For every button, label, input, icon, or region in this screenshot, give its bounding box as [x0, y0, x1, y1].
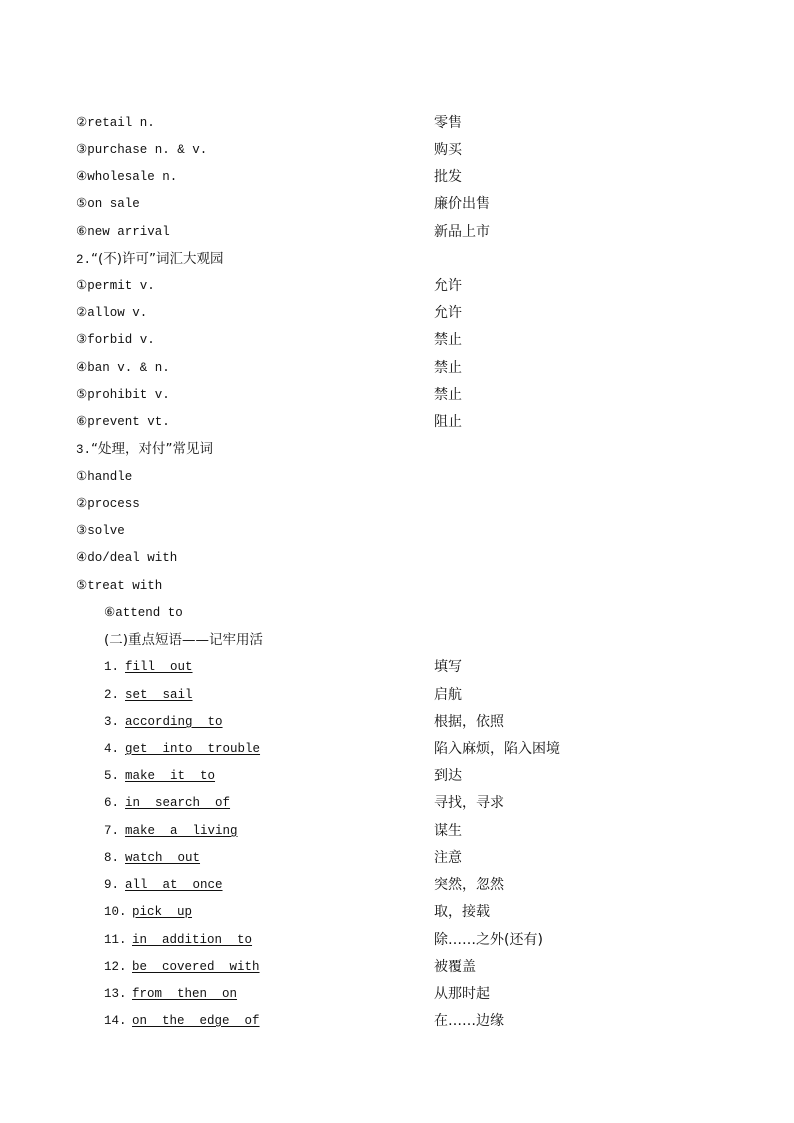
phrase-en: on the edge of: [132, 1014, 260, 1028]
phrase-en: set sail: [125, 688, 193, 702]
phrase-zh: 启航: [434, 687, 462, 703]
phrase-zh: 从那时起: [434, 986, 490, 1002]
phrase-en: get into trouble: [125, 742, 261, 756]
heading-number: 3.: [76, 443, 92, 457]
phrase-number: 2.: [104, 688, 120, 702]
heading-text: “(不)许可”词汇大观园: [91, 251, 224, 267]
word-zh: 零售: [434, 115, 462, 131]
word-en: ⑥new arrival: [76, 225, 170, 239]
phrase-zh: 除……之外(还有): [434, 932, 543, 948]
word-en: ⑤on sale: [76, 197, 140, 211]
phrase-en: pick up: [132, 905, 193, 919]
word-en: ④do/deal with: [76, 551, 178, 565]
phrase-zh: 谋生: [434, 823, 462, 839]
phrase-number: 12.: [104, 960, 127, 974]
phrase-zh: 陷入麻烦，陷入困境: [434, 741, 560, 757]
phrase-en: make it to: [125, 769, 216, 783]
phrases-heading: [104, 629, 263, 651]
word-zh: 允许: [434, 278, 462, 294]
heading-text: “处理，对付”常见词: [91, 441, 214, 457]
phrase-number: 8.: [104, 851, 120, 865]
word-en: ③solve: [76, 524, 125, 538]
word-zh: 禁止: [434, 360, 462, 376]
word-en: ④wholesale n.: [76, 170, 178, 184]
phrase-en: from then on: [132, 987, 238, 1001]
phrase-number: 9.: [104, 878, 120, 892]
phrase-zh: 在……边缘: [434, 1013, 504, 1029]
phrase-zh: 根据，依照: [434, 714, 504, 730]
word-en: ②retail n.: [76, 116, 155, 130]
phrase-zh: 突然，忽然: [434, 877, 504, 893]
phrase-number: 10.: [104, 905, 127, 919]
phrase-en: fill out: [125, 660, 193, 674]
word-en: ⑥attend to: [104, 606, 183, 620]
heading-number: 2.: [76, 253, 92, 267]
phrase-en: in search of: [125, 796, 231, 810]
phrase-number: 7.: [104, 824, 120, 838]
section-heading: [76, 438, 213, 460]
word-en: ①handle: [76, 470, 133, 484]
section-heading: [76, 248, 224, 270]
phrase-zh: 到达: [434, 768, 462, 784]
phrase-number: 1.: [104, 660, 120, 674]
word-en: ②allow v.: [76, 306, 148, 320]
word-en: ③purchase n. & v.: [76, 143, 208, 157]
word-zh: 新品上市: [434, 224, 490, 240]
phrase-en: according to: [125, 715, 223, 729]
word-zh: 禁止: [434, 387, 462, 403]
phrase-zh: 被覆盖: [434, 959, 476, 975]
word-zh: 批发: [434, 169, 462, 185]
phrase-number: 3.: [104, 715, 120, 729]
phrase-en: in addition to: [132, 933, 253, 947]
phrase-zh: 填写: [434, 659, 462, 675]
word-zh: 禁止: [434, 332, 462, 348]
phrase-zh: 取，接载: [434, 904, 490, 920]
word-zh: 阻止: [434, 414, 462, 430]
phrase-en: watch out: [125, 851, 201, 865]
phrase-en: make a living: [125, 824, 238, 838]
heading-text: (二)重点短语——记牢用活: [104, 632, 264, 648]
word-en: ②process: [76, 497, 140, 511]
word-en: ⑤treat with: [76, 579, 163, 593]
phrase-en: be covered with: [132, 960, 260, 974]
word-en: ④ban v. & n.: [76, 361, 170, 375]
phrase-en: all at once: [125, 878, 223, 892]
word-zh: 廉价出售: [434, 196, 490, 212]
word-en: ⑥prevent vt.: [76, 415, 170, 429]
word-zh: 购买: [434, 142, 462, 158]
phrase-zh: 寻找，寻求: [434, 795, 504, 811]
phrase-number: 6.: [104, 796, 120, 810]
phrase-number: 5.: [104, 769, 120, 783]
phrase-number: 4.: [104, 742, 120, 756]
word-zh: 允许: [434, 305, 462, 321]
word-en: ①permit v.: [76, 279, 155, 293]
phrase-number: 11.: [104, 933, 127, 947]
word-en: ⑤prohibit v.: [76, 388, 170, 402]
word-en: ③forbid v.: [76, 333, 155, 347]
phrase-zh: 注意: [434, 850, 462, 866]
phrase-number: 14.: [104, 1014, 127, 1028]
phrase-number: 13.: [104, 987, 127, 1001]
